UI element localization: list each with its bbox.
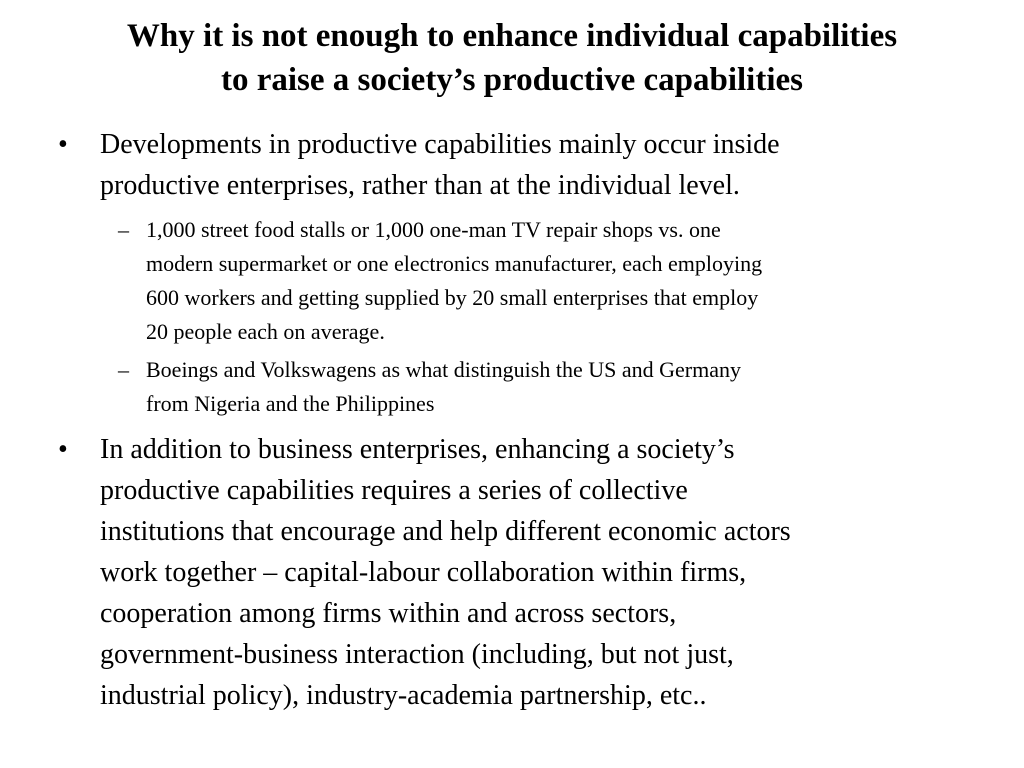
sub-bullet-line: Boeings and Volkswagens as what distinguish the US and Germany <box>146 357 741 382</box>
slide-content <box>56 124 956 716</box>
bullet-mark: • <box>58 434 68 465</box>
sub-bullet-line: modern supermarket or one electronics manufacturer, each employing <box>146 251 763 276</box>
bullet-line: institutions that encourage and help different economic actors <box>100 516 791 547</box>
bullet-mark: • <box>58 129 68 160</box>
title-line-2: to raise a society’s productive capabilities <box>220 62 803 98</box>
bullet-line: In addition to business enterprises, enhancing a society’s <box>100 434 735 465</box>
sub-bullet-line: 20 people each on average. <box>146 319 385 344</box>
slide-title <box>30 14 994 102</box>
dash-mark: – <box>118 217 129 242</box>
bullet-line: cooperation among firms within and across sectors, <box>100 598 677 629</box>
bullet-productive-enterprises <box>56 124 956 206</box>
bullet-line: productive capabilities requires a series of collective <box>100 475 688 506</box>
bullet-collective-institutions <box>56 429 956 716</box>
sub-bullet-street-food-stalls <box>56 213 956 349</box>
sub-bullet-line: from Nigeria and the Philippines <box>146 391 435 416</box>
bullet-line: work together – capital-labour collaboration within firms, <box>100 557 747 588</box>
bullet-line: Developments in productive capabilities mainly occur inside <box>100 129 780 160</box>
sub-bullet-line: 1,000 street food stalls or 1,000 one-man TV repair shops vs. one <box>146 217 721 242</box>
bullet-line: productive enterprises, rather than at the individual level. <box>100 170 740 201</box>
title-line-1: Why it is not enough to enhance individual capabilities <box>126 18 898 54</box>
bullet-line: government-business interaction (including, but not just, <box>100 639 734 670</box>
sub-bullet-boeings-volkswagens <box>56 353 956 421</box>
bullet-line: industrial policy), industry-academia partnership, etc.. <box>100 680 707 711</box>
sub-bullet-list <box>56 213 956 421</box>
dash-mark: – <box>118 357 129 382</box>
sub-bullet-line: 600 workers and getting supplied by 20 small enterprises that employ <box>146 285 759 310</box>
